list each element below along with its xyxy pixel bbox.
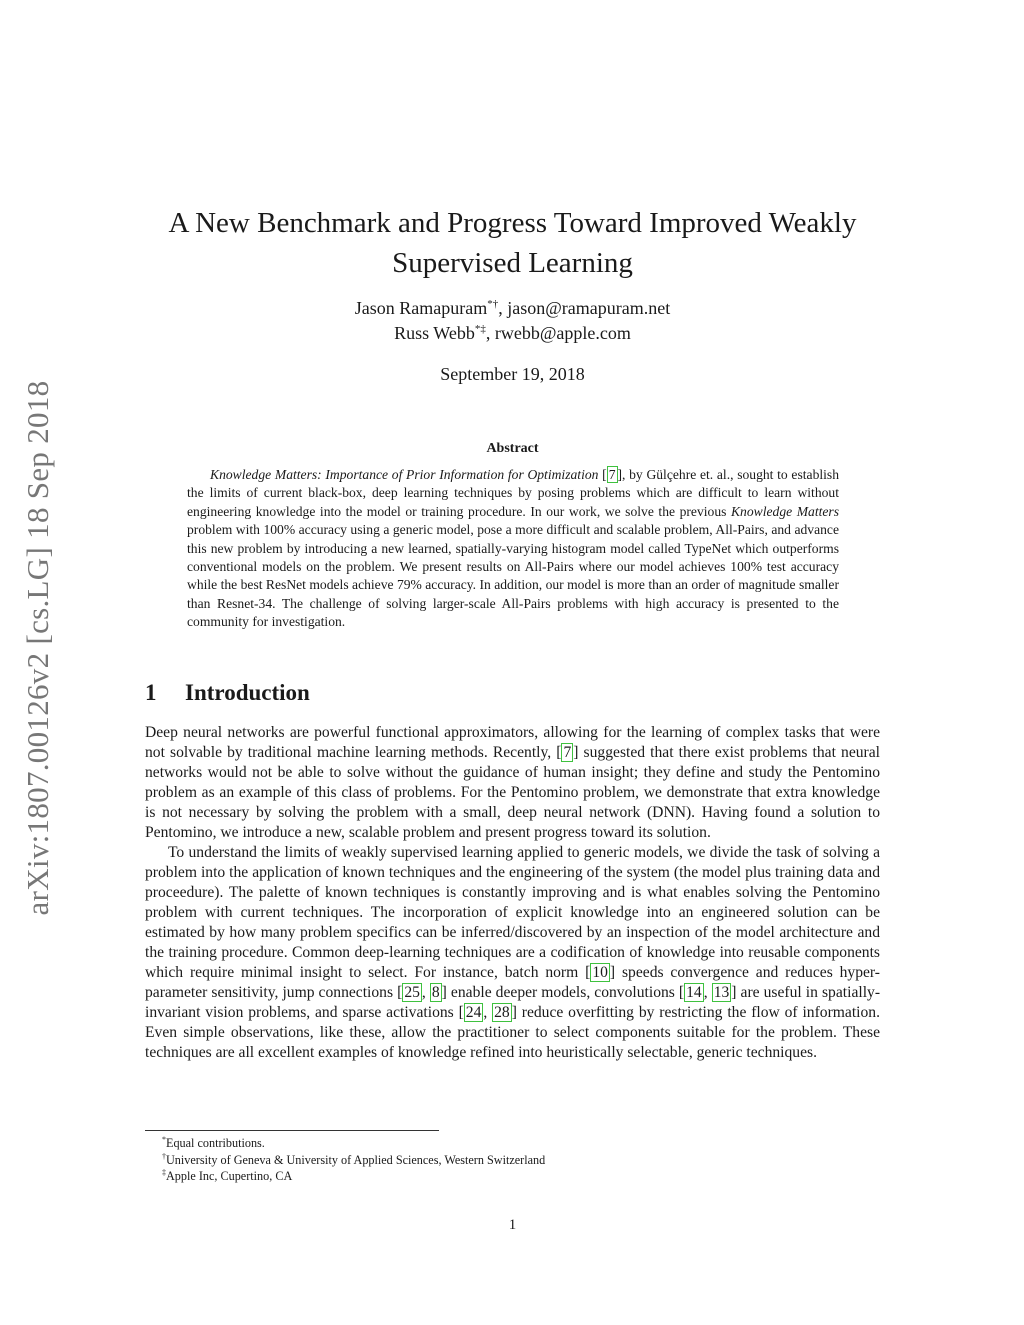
abstract-text: Knowledge Matters: Importance of Prior Information for Optimization [ 7 ], by Gülçehre et. al., sought to establish the limits of current black-box, deep learning techniques by posing problems which are difficult to learn without engineering knowledge into the model or training procedure. In our work, we solve the previous Knowledge Matters problem with 100% accuracy using a generic model, pose a more difficult and scalable problem, All-Pairs, and advance this new problem by introducing a new learned, spatially-varying histogram model called TypeNet which outperforms conventional models on the problem. We present results on All-Pairs where our model achieves 100% test accuracy while the best ResNet models achieve 79% accuracy. In addition, our model is more than an order of magnitude smaller than Resnet-34. The challenge of solving larger-scale All-Pairs problems with high accuracy is presented to the community for investigation. [187, 467, 840, 630]
citation-link[interactable]: 13 [713, 984, 730, 1001]
citation-link[interactable]: 7 [608, 467, 616, 482]
footnote [162, 1168, 862, 1185]
paper-title: A New Benchmark and Progress Toward Improved Weakly Supervised Learning [168, 207, 857, 279]
citation-link[interactable]: 7 [563, 744, 572, 761]
section-title: Introduction [185, 680, 310, 705]
author-affiliation-marks: *† [487, 298, 499, 310]
citation-link[interactable]: 8 [431, 984, 440, 1001]
footnote-mark: † [162, 1151, 166, 1161]
abstract-heading: Abstract [486, 441, 539, 456]
abstract-text-part: problem with 100% accuracy using a generic model, pose a more difficult and scalable problem, All-Pairs, and advance this new problem by introducing a new learned, spatially-varying histogram model called TypeNet which outperforms conventional models on the problem. We present results on All-Pairs where our model achieves 100% test accuracy while the best ResNet models achieve 79% accuracy. In addition, our model is more than an order of magnitude smaller than Resnet-34. The challenge of solving larger-scale All-Pairs problems with high accuracy is presented to the community for investigation. [187, 522, 839, 630]
paragraph-text: reduce overfitting by restricting the flow of information. Even simple observations, like these, allow the practitioner to select components suitable for the problem. These techniques are all excellent examples of knowledge refined into heuristically selectable, generic techniques. [145, 1004, 880, 1061]
citation-link[interactable]: 24 [465, 1004, 482, 1021]
paragraph: To understand the limits of weakly supervised learning applied to generic models, we divide the task of solving a problem into the application of known techniques and the engineering of the system (the model plus training data and proceedure). The palette of known techniques is constantly improving and is what enables solving the Pentomino problem with current techniques. The incorporation of explicit knowledge into an engineered solution can be estimated by how many problem specifics can be inferred/discovered by an inspection of the model architecture and the training procedure. Common deep-learning techniques are a codification of knowledge into reusable components which require minimal insight to select. For instance, batch norm [ 10 ] speeds convergence and reduces hyper-parameter sensitivity, jump connections [ 25 , 8 ] enable deeper models, convolutions [ 14 , 13 ] are useful in spatially-invariant vision problems, and sparse activations [ 24 , 28 ] reduce overfitting by restricting the flow of information. Even simple observations, like these, allow the practitioner to select components suitable for the problem. These techniques are all excellent examples of knowledge refined into heuristically selectable, generic techniques. [145, 844, 881, 1061]
paragraph-text: enable deeper models, convolutions [446, 984, 679, 1001]
abstract-text-part: , by Gülçehre et. al., sought to establish the limits of current black-box, deep learning techniques by posing problems which are difficult to learn without engineering knowledge into the model or training procedure. In our work, we solve the previous [187, 467, 840, 519]
section-heading [145, 680, 310, 706]
footnote [162, 1152, 862, 1169]
author-affiliation-marks: *‡ [474, 323, 486, 335]
abstract-cited-title: Knowledge Matters: Importance of Prior Information for Optimization [210, 467, 599, 482]
footnote-mark: ‡ [162, 1168, 166, 1178]
footnote-text: University of Geneva & University of Applied Sciences, Western Switzerland [166, 1152, 546, 1167]
footnote [162, 1135, 862, 1152]
abstract-italic-term: Knowledge Matters [730, 503, 839, 519]
citation-link[interactable]: 10 [592, 964, 608, 981]
author-block [145, 296, 880, 346]
paragraph: Deep neural networks are powerful functional approximators, allowing for the learning of complex tasks that were not solvable by traditional machine learning methods. Recently, [ 7 ] suggested that there exist problems that neural networks would not be able to solve without the guidance of human insight; they define and study the Pentomino problem as an example of this class of problems. For the Pentomino problem, we demonstrate that extra knowledge is not necessary by solving the problem with a small, deep neural network (DNN). Having found a solution to Pentomino, we introduce a new, scalable problem and present progress toward its solution. [145, 724, 880, 841]
footnote-divider [145, 1130, 439, 1131]
paragraph-text: Deep neural networks are powerful functional approximators, allowing for the learning of complex tasks that were not solvable by traditional machine learning methods. Recently, [145, 724, 880, 761]
page-number: 1 [508, 1217, 517, 1233]
citation-link[interactable]: 28 [494, 1004, 510, 1021]
paragraph-text: speeds convergence and reduces hyper-parameter sensitivity, jump connections [145, 964, 880, 1001]
author-name: Jason Ramapuram [354, 298, 488, 318]
footnote-text: Equal contributions. [166, 1136, 265, 1150]
author-line [145, 296, 880, 321]
paragraph-text: To understand the limits of weakly supervised learning applied to generic models, we divide the task of solving a problem into the application of known techniques and the engineering of the system (the model plus training data and proceedure). The palette of known techniques is constantly improving and is what enables solving the Pentomino problem with current techniques. The incorporation of explicit knowledge into an engineered solution can be estimated by how many problem specifics can be inferred/discovered by an inspection of the model architecture and the training procedure. Common deep-learning techniques are a codification of knowledge into reusable components which require minimal insight to select. For instance, batch norm [145, 844, 880, 981]
section-number: 1 [145, 680, 157, 705]
author-line [145, 321, 880, 346]
author-email: , rwebb@apple.com [485, 323, 631, 343]
citation-link[interactable]: 14 [686, 984, 702, 1001]
footnote-mark: * [162, 1135, 166, 1144]
author-name: Russ Webb [394, 323, 475, 343]
author-email: , jason@ramapuram.net [498, 298, 671, 318]
footnote-text: Apple Inc, Cupertino, CA [166, 1169, 293, 1184]
paper-date: September 19, 2018 [440, 364, 585, 384]
citation-link[interactable]: 25 [404, 984, 420, 1001]
paragraph-text: suggested that there exist problems that neural networks would not be able to solve without the guidance of human insight; they define and study the Pentomino problem as an example of this class of problems. For the Pentomino problem, we demonstrate that extra knowledge is not necessary by solving the problem with a small, deep neural network (DNN). Having found a solution to Pentomino, we introduce a new, scalable problem and present progress toward its solution. [145, 744, 880, 841]
paragraph-text: are useful in spatially-invariant vision problems, and sparse activations [145, 984, 881, 1021]
introduction-body [145, 723, 880, 1063]
arxiv-identifier-stamp: arXiv:1807.00126v2 [cs.LG] 18 Sep 2018 [20, 380, 55, 916]
footnotes [162, 1135, 862, 1185]
